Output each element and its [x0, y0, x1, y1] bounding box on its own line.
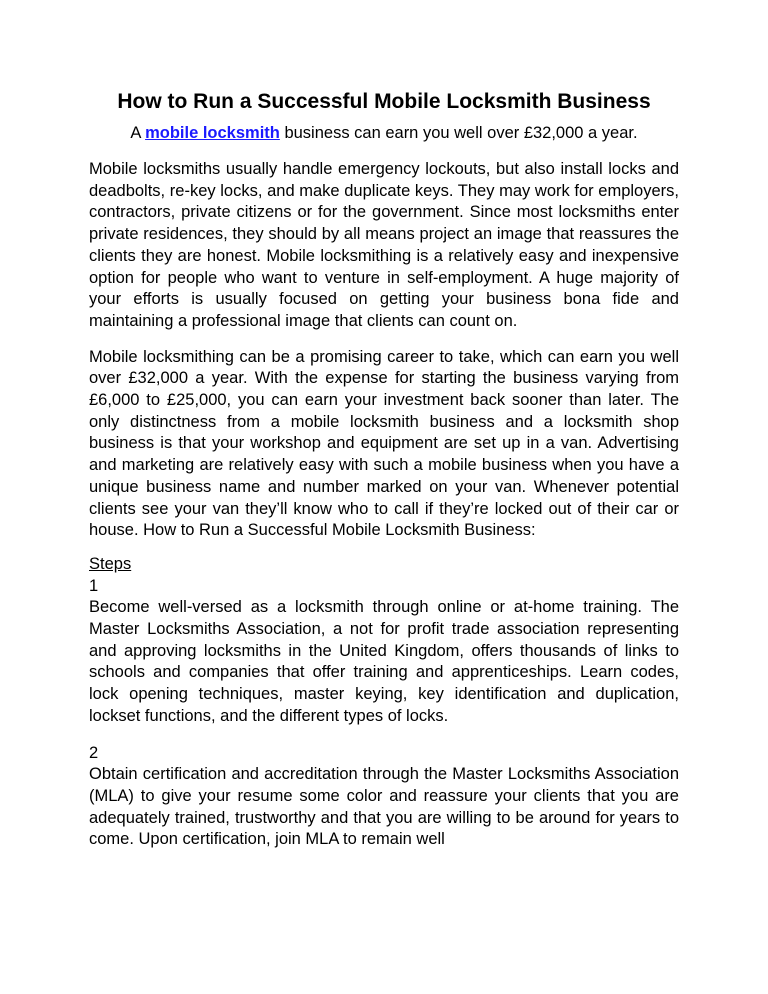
step-number: 1	[89, 576, 99, 595]
step-text: Become well-versed as a locksmith through online or at-home training. The Master Locksmiths Association, a not for profit trade association representing and approving locksmiths in the United Kingdom, offers thousands of links to schools and companies that offer training and apprenticeships. Learn codes, lock opening techniques, master keying, key identification and duplication, lockset functions, and the different types of locks.	[89, 598, 679, 725]
subtitle-prefix: A	[130, 124, 146, 142]
mobile-locksmith-link[interactable]: mobile locksmith	[145, 124, 280, 142]
document-page	[89, 88, 679, 851]
paragraph-career: Mobile locksmithing can be a promising career to take, which can earn you well over £32,000 a year. With the expense for starting the business varying from £6,000 to £25,000, you can earn your investment back sooner than later. The only distinctness from a mobile locksmith business and a locksmith shop business is that your workshop and equipment are set up in a van. Advertising and marketing are relatively easy with such a mobile business when you have a unique business name and number marked on your van. Whenever potential clients see your van they’ll know who to call if they’re locked out of their car or house. How to Run a Successful Mobile Locksmith Business:	[89, 347, 679, 540]
subtitle-suffix: business can earn you well over £32,000 a year.	[279, 124, 638, 142]
document-subtitle	[89, 122, 679, 144]
step-number: 2	[89, 743, 99, 762]
steps-heading: Steps	[89, 554, 132, 573]
title-suffix: Business	[551, 90, 651, 113]
title-bold: Mobile Locksmith	[374, 90, 552, 113]
document-title	[89, 88, 679, 116]
step-item	[89, 743, 679, 852]
title-prefix: How to Run a Successful	[117, 90, 375, 113]
step-item	[89, 576, 679, 728]
paragraph-intro: Mobile locksmiths usually handle emergency lockouts, but also install locks and deadbolts, re-key locks, and make duplicate keys. They may work for employers, contractors, private citizens or for the government. Since most locksmiths enter private residences, they should by all means project an image that reassures the clients they are honest. Mobile locksmithing is a relatively easy and inexpensive option for people who want to venture in self-employment. A huge majority of your efforts is usually focused on getting your business bona fide and maintaining a professional image that clients can count on.	[89, 160, 679, 330]
step-text: Obtain certification and accreditation through the Master Locksmiths Association (MLA) to give your resume some color and reassure your clients that you are adequately trained, trustworthy and that you are willing to be around for years to come. Upon certification, join MLA to remain well	[89, 765, 679, 849]
